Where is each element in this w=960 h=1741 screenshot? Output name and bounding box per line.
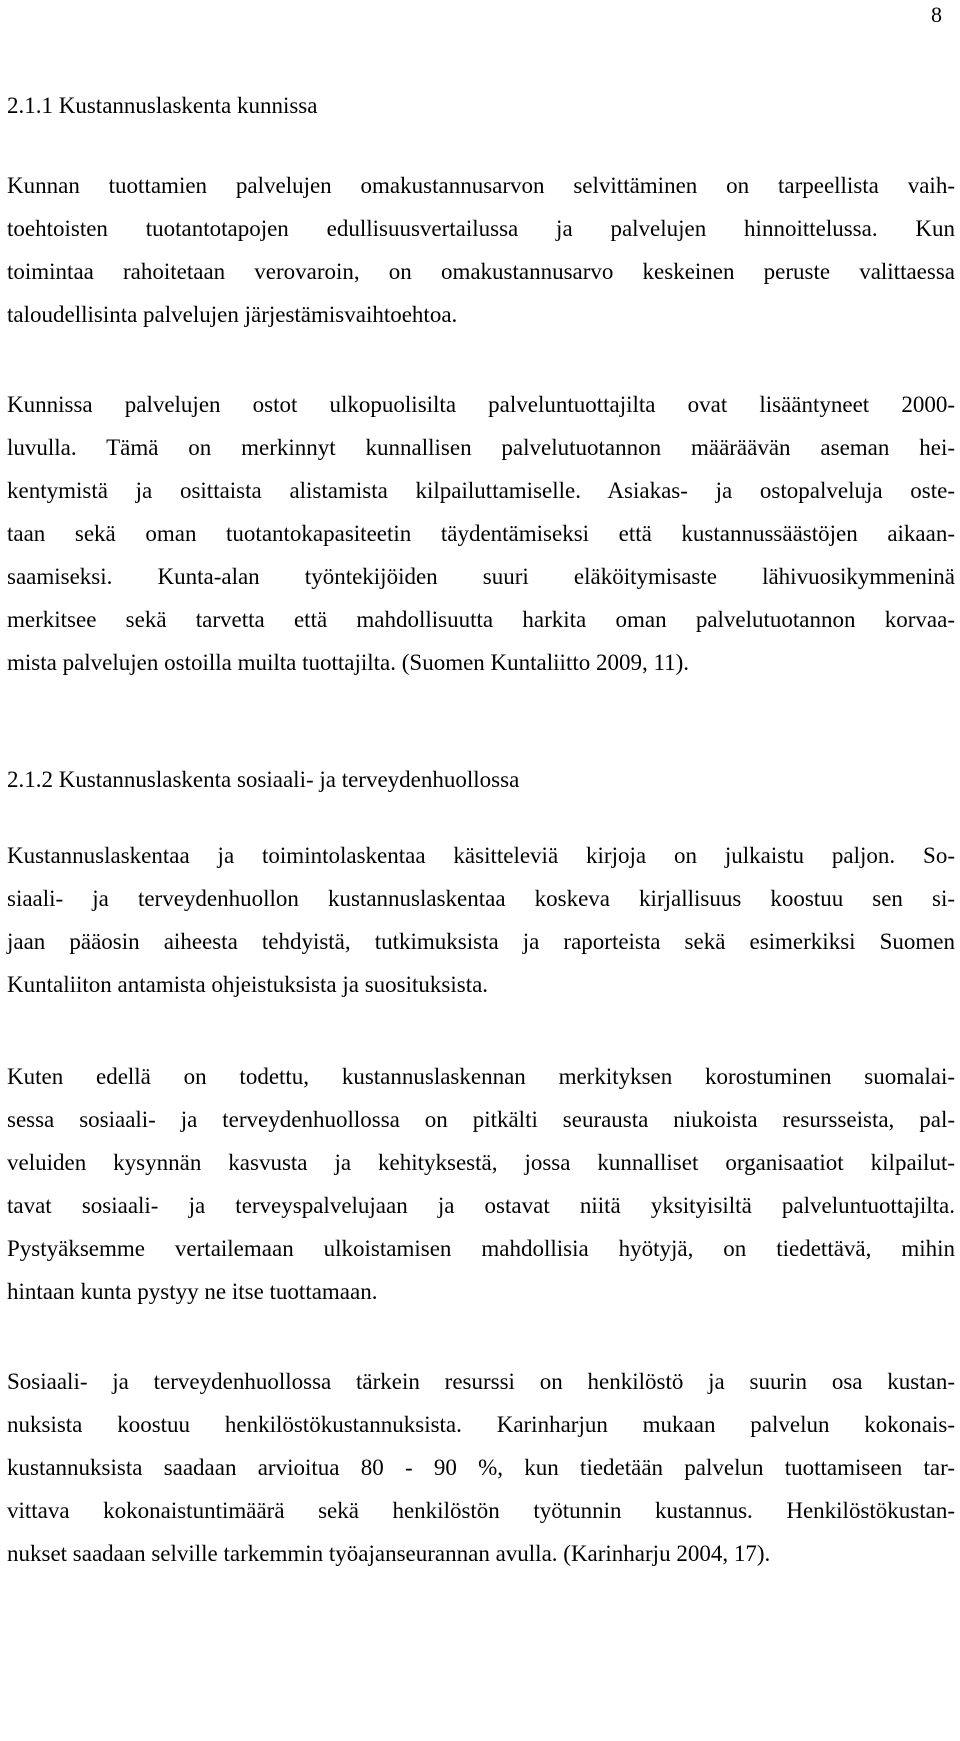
paragraph-4 [7, 1055, 955, 1313]
text-line: Kuntaliiton antamista ohjeistuksista ja suosituksista. [7, 972, 489, 997]
paragraph-2 [7, 383, 955, 684]
text-line: nukset saadaan selville tarkemmin työajanseurannan avulla. (Karinharju 2004, 17). [7, 1541, 771, 1566]
text-line: taan sekä oman tuotantokapasiteetin täydentämiseksi että kustannussäästöjen aikaan- [7, 521, 955, 546]
paragraph-5 [7, 1360, 955, 1575]
text-line: Kunnan tuottamien palvelujen omakustannusarvon selvittäminen on tarpeellista vaih- [7, 173, 955, 198]
text-line: Kustannuslaskentaa ja toimintolaskentaa käsitteleviä kirjoja on julkaistu paljon. So- [7, 843, 955, 868]
text-line: merkitsee sekä tarvetta että mahdollisuutta harkita oman palvelutuotannon korvaa- [7, 607, 955, 632]
text-line: Pystyäksemme vertailemaan ulkoistamisen mahdollisia hyötyjä, on tiedettävä, mihin [7, 1236, 955, 1261]
text-line: Kunnissa palvelujen ostot ulkopuolisilta palveluntuottajilta ovat lisääntyneet 2000- [7, 392, 955, 417]
text-line: sessa sosiaali- ja terveydenhuollossa on pitkälti seurausta niukoista resursseista, pal- [7, 1107, 955, 1132]
text-line: veluiden kysynnän kasvusta ja kehityksestä, jossa kunnalliset organisaatiot kilpailut- [7, 1150, 955, 1175]
text-line: kentymistä ja osittaista alistamista kilpailuttamiselle. Asiakas- ja ostopalveluja oste- [7, 478, 955, 503]
text-line: mista palvelujen ostoilla muilta tuottajilta. (Suomen Kuntaliitto 2009, 11). [7, 650, 690, 675]
text-line: siaali- ja terveydenhuollon kustannuslaskentaa koskeva kirjallisuus koostuu sen si- [7, 886, 955, 911]
text-line: toehtoisten tuotantotapojen edullisuusvertailussa ja palvelujen hinnoittelussa. Kun [7, 216, 955, 241]
paragraph-1 [7, 164, 955, 336]
text-line: taloudellisinta palvelujen järjestämisvaihtoehtoa. [7, 302, 458, 327]
text-line: nuksista koostuu henkilöstökustannuksista. Karinharjun mukaan palvelun kokonais- [7, 1412, 955, 1437]
text-line: hintaan kunta pystyy ne itse tuottamaan. [7, 1279, 378, 1304]
text-line: Sosiaali- ja terveydenhuollossa tärkein resurssi on henkilöstö ja suurin osa kustan- [7, 1369, 955, 1394]
paragraph-3 [7, 834, 955, 1006]
text-line: tavat sosiaali- ja terveyspalvelujaan ja ostavat niitä yksityisiltä palveluntuottajilta. [7, 1193, 955, 1218]
text-line: vittava kokonaistuntimäärä sekä henkilöstön työtunnin kustannus. Henkilöstökustan- [7, 1498, 955, 1523]
section-heading-2-1-2: 2.1.2 Kustannuslaskenta sosiaali- ja terveydenhuollossa [7, 767, 520, 792]
section-heading-2-1-1: 2.1.1 Kustannuslaskenta kunnissa [7, 93, 318, 118]
text-line: luvulla. Tämä on merkinnyt kunnallisen palvelutuotannon määräävän aseman hei- [7, 435, 955, 460]
text-line: saamiseksi. Kunta-alan työntekijöiden suuri eläköitymisaste lähivuosikymmeninä [7, 564, 955, 589]
text-line: Kuten edellä on todettu, kustannuslaskennan merkityksen korostuminen suomalai- [7, 1064, 955, 1089]
text-line: jaan pääosin aiheesta tehdyistä, tutkimuksista ja raporteista sekä esimerkiksi Suomen [7, 929, 955, 954]
page-number: 8 [931, 2, 942, 27]
text-line: toimintaa rahoitetaan verovaroin, on omakustannusarvo keskeinen peruste valittaessa [7, 259, 955, 284]
text-line: kustannuksista saadaan arvioitua 80 - 90 %, kun tiedetään palvelun tuottamiseen tar- [7, 1455, 955, 1480]
